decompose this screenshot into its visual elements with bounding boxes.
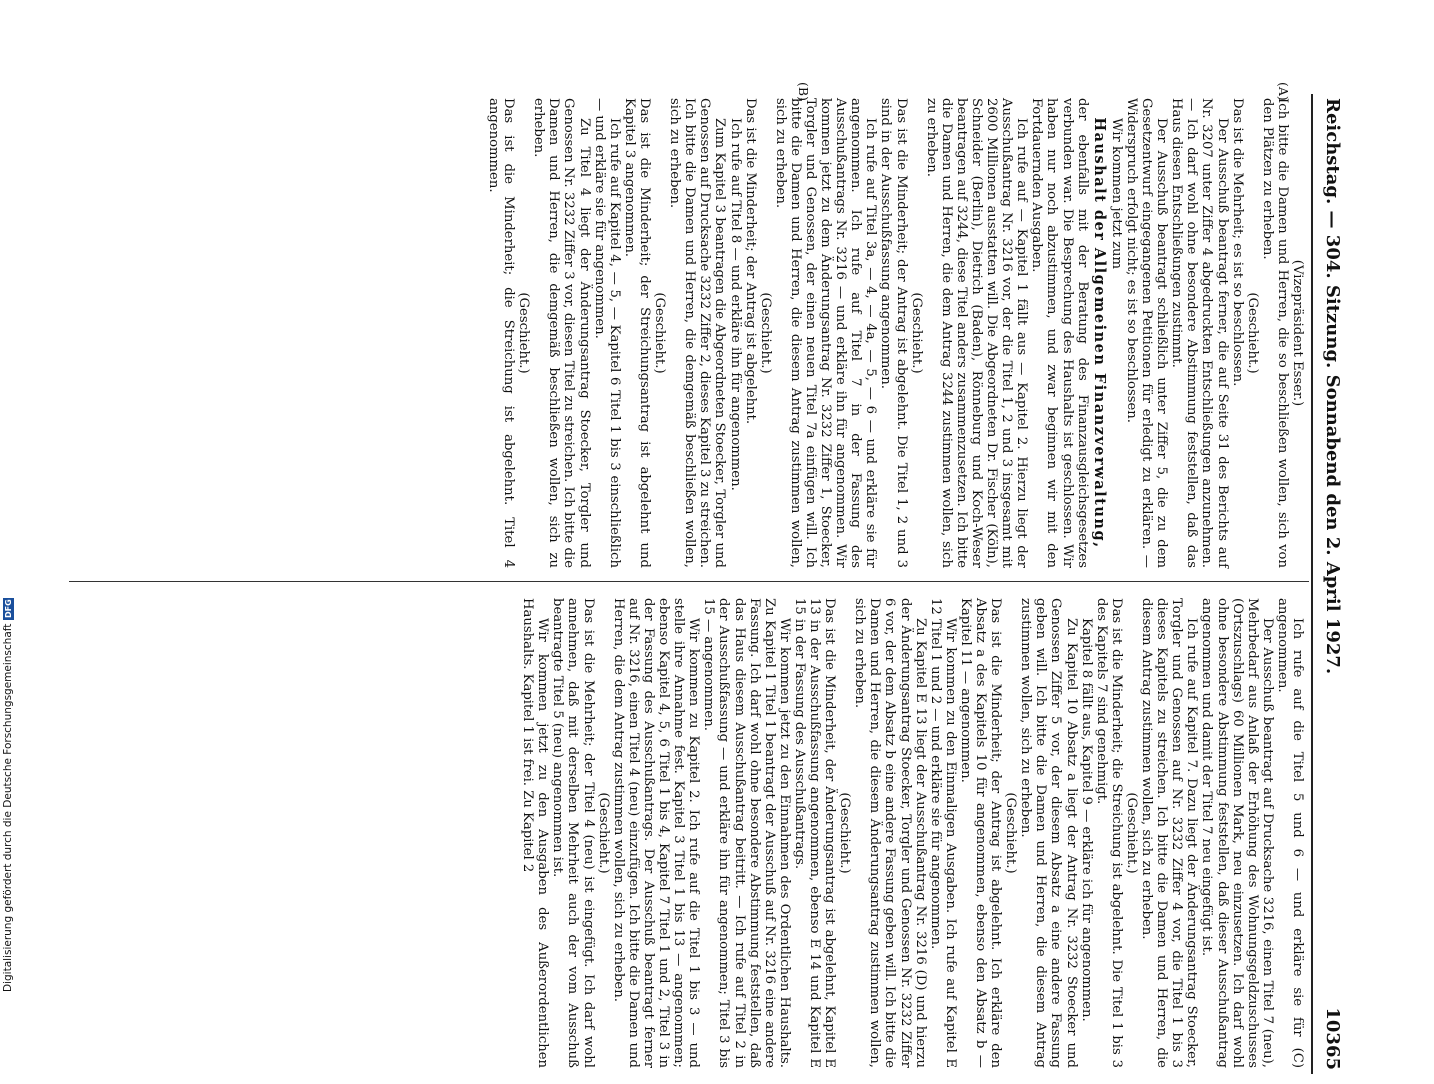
left_column-paragraph: Wir kommen jetzt zum [1108,118,1124,270]
left_column-paragraph: Ich rufe auf — Kapitel 1 fällt aus — Kapitel 2. Hierzu liegt der Ausschußantrag Nr. 3216 vor, der die Titel 1, 2 und 3 insgesamt mit 2600 Millionen ausstatten will. Die Abgeordneten Dr. Fischer (Köln), Schneider (Berlin), Dietrich (Baden), Rönneburg und Koch-Weser beantragen auf 3244, diese Titel anders zusammenzusetzen. Ich bitte die Damen und Herren, die dem Antrag 3244 zustimmen wollen, sich zu erheben. [923,98,1030,568]
left_column-section-heading: Haushalt der Allgemeinen Finanzverwaltung, [1090,117,1108,549]
right_column-paragraph: Das ist die Minderheit; der Antrag ist abgelehnt. Ich erkläre den Absatz a des Kapitels 10 für angenommen, ebenso den Absatz b — Kapitel 11 — angenommen. [957,598,1004,1068]
margin-marker-b: (B) [796,82,811,101]
footer-text: Digitalisierung gefördert durch die Deutsche Forschungsgemeinschaft [2,623,14,992]
left_column-paragraph: Der Ausschuß beantragt schließlich unter Ziffer 5, die zu dem Gesetzentwurf eingegangenen Petitionen für erledigt zu erklären. — Widerspruch erfolgt nicht; es ist so beschlossen. [1123,98,1170,568]
right_column-paragraph: Der Ausschuß beantragt auf Drucksache 3216, einen Titel 7 (neu), Mehrbedarf aus Anlaß der Erhöhung des Wohnungsgeldzuschusses (Ortszuschlags) 60 Millionen Mark, neu einzusetzen. Ich darf wohl ohne besondere Abstimmung feststellen, daß dieser Ausschußantrag angenommen und damit der Titel 7 neu eingefügt ist. [1199,598,1275,1068]
left_column-paragraph: Zum Kapitel 3 beantragen die Abgeordneten Stoecker, Torgler und Genossen auf Drucksache 3232 Ziffer 2, dieses Kapitel 3 zu streichen. Ich bitte die Damen und Herren, die demgemäß beschließen wollen, sich zu erheben. [667,98,728,568]
right_column-stage-direction: (Geschieht.) [1123,792,1139,874]
right_column-paragraph: Kapitel 8 fällt aus, Kapitel 9 — erkläre ich für angenommen. [1078,618,1094,1022]
left_column-stage-direction: (Vizepräsident Esser.) [1290,259,1305,407]
left_column-paragraph: Zu Titel 4 liegt der Änderungsantrag Stoecker, Torgler und Genossen Nr. 3232 Ziffer 3 vor, diesen Titel zu streichen. Ich bitte die Damen und Herren, die demgemäß beschließen wollen, sich zu erheben. [531,98,592,568]
left_column-stage-direction: (Geschieht.) [1244,292,1260,374]
margin-marker-a: (A) [1276,82,1291,101]
right_column-paragraph: Wir kommen jetzt zu den Einnahmen des Ordentlichen Haushalts. Zu Kapitel 1 Titel 1 beantragt der Ausschuß auf Nr. 3216 eine andere Fassung. Ich darf wohl ohne besondere Abstimmung feststellen, daß das Haus diesem Ausschußantrag beitritt. — Ich rufe auf Titel 2 in der Ausschußfassung — und erkläre ihn für angenommen; Titel 3 bis 15 — angenommen. [701,598,792,1068]
right_column-stage-direction: (Geschieht.) [1003,792,1019,874]
left_column-paragraph: Ich bitte die Damen und Herren, die so beschließen wollen, sich von den Plätzen zu erheben. [1259,98,1290,568]
left_column-paragraph: Das ist die Minderheit; der Antrag ist abgelehnt. [742,98,758,425]
page-number: 10365 [1322,1007,1343,1070]
right_column-paragraph: Ich rufe auf die Titel 5 und 6 — und erkläre sie für (C) angenommen. [1274,598,1305,1068]
digitization-footer [2,598,14,992]
left_column-paragraph: Das ist die Minderheit; der Antrag ist abgelehnt. Die Titel 1, 2 und 3 sind in der Ausschußfassung angenommen. [878,98,909,568]
rotated-document-page [61,84,1351,1084]
page-header [1315,84,1351,1084]
left_column-paragraph: Der Ausschuß beantragt ferner, die auf Seite 31 des Berichts auf Nr. 3207 unter Ziffer 4 abgedruckten Entschließungen anzunehmen. — Ich darf wohl ohne besondere Abstimmung feststellen, daß das Haus diesen Entschließungen zustimmt. [1169,98,1230,568]
header-rule [1311,94,1313,1074]
right_column-paragraph: Wir kommen zu Kapitel 2. Ich rufe auf die Titel 1 bis 3 — und stelle ihre Annahme fest. Kapitel 3 Titel 1 bis 13 — angenommen; ebenso Kapitel 4, 5, 6 Titel 1 bis 4, Kapitel 7 Titel 1 und 2, Titel 3 in der Fassung des Ausschußantrags. Der Ausschuß beantragt ferner auf Nr. 3216, einen Titel 4 (neu) einzufügen. Ich bitte die Damen und Herren, die dem Antrag zustimmen wollen, sich zu erheben. [610,598,702,1068]
right_column-paragraph: Wir kommen zu den Einmaligen Ausgaben. Ich rufe auf Kapitel E 12 Titel 1 und 2 — und erkläre sie für angenommen. [927,598,958,1068]
dfg-logo: DFG [3,599,13,618]
right_column-paragraph: Zu Kapitel E 13 liegt der Ausschußantrag Nr. 3216 (D) und hierzu der Änderungsantrag Stoecker, Torgler und Genossen Nr. 3232 Ziffer 6 vor, der dem Absatz b eine andere Fassung geben will. Ich bitte die Damen und Herren, die diesem Änderungsantrag zustimmen wollen, sich zu erheben. [852,598,928,1068]
left_column-paragraph: Ich rufe auf Titel 3a, — 4, — 4a, — 5, — 6 — und erkläre sie für angenommen. Ich rufe auf Titel 7 in der Fassung des Ausschußantrags Nr. 3216 — und erkläre ihn für angenommen. Wir kommen jetzt zu dem Änderungsantrag Nr. 3232 Ziffer 1, Stoecker, Torgler und Genossen, der einen neuen Titel 7a einfügen will. Ich bitte die Damen und Herren, die diesem Antrag zustimmen wollen, sich zu erheben. [772,98,879,568]
column-divider [69,581,1309,582]
left-text-column [486,98,1305,568]
left_column-paragraph: Ich rufe auf Kapitel 4, — 5, — Kapitel 6 Titel 1 bis 3 einschließlich — und erkläre sie für angenommen. [591,98,622,568]
right_column-paragraph: Wir kommen jetzt zu den Ausgaben des Außerordentlichen Haushalts. Kapitel 1 ist frei. Zu Kapitel 2 [520,598,551,1068]
right_column-stage-direction: (Geschieht.) [837,792,853,874]
right_column-paragraph: Das ist die Minderheit, der Änderungsantrag ist abgelehnt, Kapitel E 13 in der Ausschußfassung angenommen, ebenso E 14 und Kapitel E 15 in der Fassung des Ausschußantrags. [791,598,838,1068]
left_column-paragraph: Das ist die Mehrheit; es ist so beschlossen. [1229,98,1245,387]
left_column-paragraph: Ich rufe auf Titel 8 — und erkläre ihn für angenommen. [727,118,743,491]
running-header: Reichstag. — 304. Sitzung. Sonnabend den 2. April 1927. [1322,98,1343,675]
left_column-stage-direction: (Geschieht.) [516,292,532,374]
right_column-paragraph: Ich rufe auf Kapitel 7. Dazu liegt der Änderungsantrag Stoecker, Torgler und Genossen auf Nr. 3232 Ziffer 4 vor, die Titel 1 bis 3 dieses Kapitels zu streichen. Ich bitte die Damen und Herren, die diesem Antrag zustimmen wollen, sich zu erheben. [1139,598,1200,1068]
left_column-paragraph: der ebenfalls mit der Beratung des Finanzausgleichsgesetzes verbunden war. Die Besprechung des Haushalts ist geschlossen. Wir haben nur noch abzustimmen, und zwar beginnen wir mit den Fortdauernden Ausgaben. [1029,98,1090,568]
left_column-stage-direction: (Geschieht.) [652,292,668,374]
right_column-stage-direction: (Geschieht.) [595,792,611,874]
left_column-paragraph: Das ist die Minderheit; die Streichung ist abgelehnt. Titel 4 angenommen. [486,98,517,568]
left_column-stage-direction: (Geschieht.) [908,292,924,374]
right-text-column [520,598,1305,1068]
left_column-stage-direction: (Geschieht.) [757,292,773,374]
left_column-paragraph: Das ist die Minderheit; der Streichungsantrag ist abgelehnt und Kapitel 3 angenommen. [621,98,652,568]
right_column-paragraph: Das ist die Minderheit; die Streichung ist abgelehnt. Die Titel 1 bis 3 des Kapitels 7 sind genehmigt. [1093,598,1124,1068]
right_column-paragraph: Das ist die Mehrheit; der Titel 4 (neu) ist eingefügt. Ich darf wohl annehmen, daß mit derselben Mehrheit auch der vom Ausschuß beantragte Titel 5 (neu) angenommen ist. [550,598,596,1068]
right_column-paragraph: Zu Kapitel 10 Absatz a liegt der Antrag Nr. 3232 Stoecker und Genossen Ziffer 5 vor, der diesem Absatz a eine andere Fassung geben will. Ich bitte die Damen und Herren, die diesem Antrag zustimmen wollen, sich zu erheben. [1018,598,1079,1068]
